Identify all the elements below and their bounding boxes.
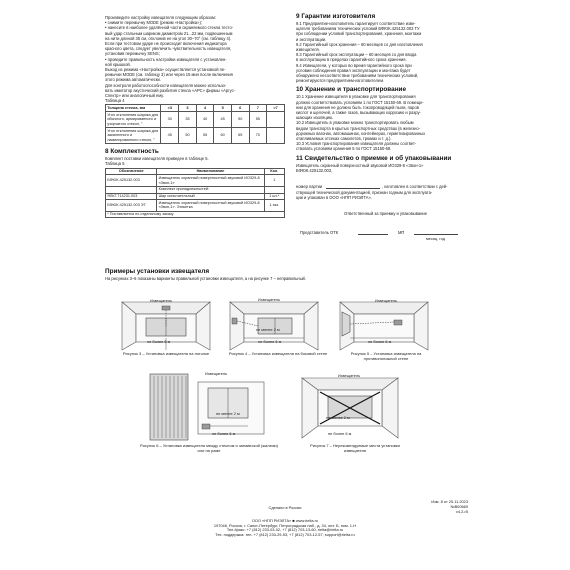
storage-line: 10.2 Извещатель в упаковке можно транспортировать любым bbox=[296, 120, 414, 126]
storage-line: 10.1 Хранение извещателя в упаковке для транспортирования bbox=[296, 94, 416, 100]
made-line: ции и упакован в ООО «НПП РИЭЛТА». bbox=[296, 195, 372, 201]
table4-cell bbox=[267, 112, 285, 128]
table4-row-label: Угол отклонения шарика для обычного, армированного и узорчатого стекол, ° bbox=[106, 112, 161, 128]
intro-line: Выход из режима «Настройка» осуществляется установкой пе- bbox=[105, 67, 226, 73]
footer-support: Тех. поддержка: тел. +7 (812) 233-29-53, +7 (812) 703-12-57, support@rielta.ru bbox=[215, 532, 355, 538]
storage-line: 10.3 Условия транспортирования извещателя должны соответ- bbox=[296, 141, 417, 147]
fig7-distance1-label: не менее 2 м bbox=[326, 415, 350, 420]
examples-subtitle: На рисунках 3–6 показаны варианты правильной установки извещателя, а на рисунке 7 – неправильный. bbox=[105, 276, 306, 281]
table5-footnote: * Поставляется по отдельному заказу bbox=[106, 211, 285, 218]
table5-header: Кол. bbox=[264, 168, 284, 175]
acceptance-heading: 11 Свидетельство о приемке и об упаковывании bbox=[296, 154, 452, 162]
warranty-line: 9.2 Гарантийный срок хранения – 60 месяцев со дня изготовления bbox=[296, 41, 423, 47]
examples-section bbox=[105, 268, 485, 281]
table4-cell: 45 bbox=[214, 112, 232, 128]
intro-line: Если при тестовом ударе не происходит включения индикатора bbox=[105, 41, 227, 47]
intro-text bbox=[105, 15, 287, 103]
warranty-line: ремонтируются предприятием-изготовителем. bbox=[296, 78, 385, 84]
storage-line: шающих изоляцию. bbox=[296, 115, 334, 121]
intro-line: Для контроля работоспособности извещателя можно использо- bbox=[105, 82, 227, 88]
completeness-line: Комплект поставки извещателя приведен в таблице 5. bbox=[105, 156, 209, 162]
table-row bbox=[106, 193, 285, 200]
table-5 bbox=[105, 168, 285, 219]
storage-line: дорожных вагонах, автомашинах, контейнерах, герметизированных bbox=[296, 130, 426, 136]
revision-line: Изм. 8 от 25.11.2023 bbox=[431, 499, 468, 504]
warranty-text bbox=[296, 21, 474, 83]
table-4 bbox=[105, 104, 285, 144]
table5-name: Шар испытательный bbox=[157, 193, 264, 200]
intro-line: на нити длиной 35 см, отклонив ее на угол 30–70° (см. таблицу 4). bbox=[105, 35, 232, 41]
table4-cell: 35 bbox=[179, 112, 197, 128]
date-line bbox=[414, 234, 458, 235]
responsible-label: Ответственный за приемку и упаковывание bbox=[344, 211, 427, 217]
figure-6-drawing bbox=[148, 372, 268, 444]
completeness-text bbox=[105, 156, 287, 166]
table4-header-cell: 4 bbox=[196, 105, 214, 112]
warranty-line: обнаружено несоответствие требованиям технических условий, bbox=[296, 73, 419, 79]
fig4-distance2-label: не более 6 м bbox=[258, 339, 282, 344]
table-row bbox=[106, 200, 285, 211]
storage-line: отапливаемых отсеках самолетов, трюмах и т. д.). bbox=[296, 136, 392, 142]
table5-code bbox=[106, 186, 157, 193]
date-hint: месяц, год bbox=[426, 236, 445, 242]
fig6-detector-label: Извещатель bbox=[205, 371, 228, 376]
fig3-distance-label: не более 6 м bbox=[147, 339, 171, 344]
fig7-distance2-label: не более 6 м bbox=[328, 431, 352, 436]
table5-name: Извещатель охранный поверхностный звуковой ИО329-8 «Звон-1». Этикетка bbox=[157, 200, 264, 211]
made-line: ствующей технической документацией, признан годным для эксплуата- bbox=[296, 190, 433, 196]
intro-line: • снимите перемычку MODE (режим «Настройка»); bbox=[105, 20, 202, 26]
intro-line: Таблица 4 bbox=[105, 98, 125, 104]
serial-line bbox=[326, 188, 380, 189]
warranty-heading: 9 Гарантии изготовителя bbox=[296, 13, 376, 20]
table4-header-cell: 7 bbox=[249, 105, 267, 112]
intro-line: Спектр» или аналогичный ему. bbox=[105, 93, 164, 99]
left-column bbox=[105, 15, 287, 218]
table4-cell: 60 bbox=[214, 128, 232, 144]
intro-line: красного цвета, следует увеличить чувствительность извещателя, bbox=[105, 46, 232, 52]
table5-name: Извещатель охранный поверхностный звуковой ИО329-8 «Звон-1» bbox=[157, 175, 264, 186]
table4-header-cell: >7 bbox=[267, 105, 285, 112]
table5-code: ЯЛКГ.714231.003 bbox=[106, 193, 157, 200]
warranty-line: и эксплуатации. bbox=[296, 36, 327, 42]
intro-line: вать имитатор акустический разбития стекла «АРС» фирмы «Аргус- bbox=[105, 87, 236, 93]
table4-header-cell: <3 bbox=[161, 105, 179, 112]
table5-qty: 1 шт.* bbox=[264, 193, 284, 200]
acceptance-line: БФЮК.425132.003, bbox=[296, 167, 333, 173]
table-row bbox=[106, 128, 285, 144]
table4-cell: 65 bbox=[231, 128, 249, 144]
acceptance-text bbox=[296, 163, 474, 173]
table4-header-cell: 6 bbox=[231, 105, 249, 112]
acceptance-form bbox=[296, 183, 474, 241]
fig4-detector-label: Извещатель bbox=[258, 297, 281, 302]
fig6-distance1-label: не менее 2 м bbox=[216, 411, 240, 416]
fig4-distance1-label: не менее 2 м bbox=[256, 327, 280, 332]
table4-cell: 55 bbox=[249, 112, 267, 128]
intro-line: • проведите правильность настройки извещателя с установлен- bbox=[105, 56, 227, 62]
intro-line: этого режима автоматически. bbox=[105, 77, 161, 83]
acceptance-line: Извещатель охранный поверхностный звуковой ИО329-8 «Звон-1» bbox=[296, 162, 424, 168]
table4-cell: 40 bbox=[196, 112, 214, 128]
table5-header: Обозначение bbox=[106, 168, 157, 175]
signature-line bbox=[358, 234, 388, 235]
storage-line: ствовать условиям хранения 5 по ГОСТ 15150-69. bbox=[296, 146, 392, 152]
table-row bbox=[106, 175, 285, 186]
storage-heading: 10 Хранение и транспортирование bbox=[296, 86, 407, 94]
fig4-caption: Рисунок 4 – Установка извещателя на боковой стене bbox=[228, 351, 328, 356]
fig7-caption: Рисунок 7 – Нерекомендуемые места установки извещателя bbox=[310, 443, 400, 453]
fig5-caption: Рисунок 5 – Установка извещателя на противоположной стене bbox=[350, 351, 422, 361]
table5-code: БФЮК.425132.003 bbox=[106, 175, 157, 186]
table4-cell: 70 bbox=[249, 128, 267, 144]
warranty-line: 9.4 Извещатели, у которых во время гарантийного срока при bbox=[296, 62, 412, 68]
fig3-caption: Рисунок 3 – Установка извещателя на потолке bbox=[122, 351, 210, 356]
fig5-distance-label: не более 6 м bbox=[368, 339, 392, 344]
intro-line: ной крышкой. bbox=[105, 61, 131, 67]
warranty-line: 9.1 Предприятие-изготовитель гарантирует соответствие изве- bbox=[296, 21, 416, 26]
fig6-distance2-label: не более 6 м bbox=[212, 431, 236, 436]
warranty-line: 9.3 Гарантийный срок эксплуатации – 60 месяцев со дня ввода bbox=[296, 52, 417, 58]
stamp-label: МП bbox=[398, 230, 405, 236]
warranty-line: щателя требованиям технических условий БФЮК.425132.003 ТУ bbox=[296, 26, 420, 32]
intro-line: Произведите настройку извещателя следующим образом: bbox=[105, 15, 216, 20]
right-column bbox=[296, 13, 474, 241]
completeness-heading: 8 Комплектность bbox=[105, 148, 159, 156]
footer-contacts bbox=[150, 519, 420, 538]
fig3-detector-label: Извещатель bbox=[150, 298, 173, 303]
table4-header-label: Толщина стекла, мм bbox=[106, 105, 161, 112]
storage-line: нии для хранения не должно быть токопроводящей пыли, паров bbox=[296, 104, 419, 110]
intro-line: ремычки MODE (см. таблицу 3) или через 15 мин после включения bbox=[105, 72, 233, 78]
otk-label: Представитель ОТК bbox=[300, 230, 339, 236]
footer-company: ООО «НПП РИЭЛТА» ■ www.rielta.ru bbox=[251, 518, 319, 523]
table5-qty: 1 bbox=[264, 175, 284, 186]
table4-cell: 50 bbox=[231, 112, 249, 128]
table5-name: Комплект принадлежностей: bbox=[157, 186, 264, 193]
table4-cell: 55 bbox=[196, 128, 214, 144]
intro-line: установив перемычку SENS; bbox=[105, 51, 160, 57]
storage-text bbox=[296, 94, 474, 151]
table5-qty: 1 экз. bbox=[264, 200, 284, 211]
table4-cell: 30 bbox=[161, 112, 179, 128]
serial-label: номер партии bbox=[296, 184, 323, 190]
table4-header-cell: 5 bbox=[214, 105, 232, 112]
intro-line: • нанесите в наиболее удалённой части охраняемого стекла тесто- bbox=[105, 25, 234, 31]
table4-row-label: Угол отклонения шарика для закаленного и ламинированного стекол, ° bbox=[106, 128, 161, 144]
table5-header: Наименование bbox=[157, 168, 264, 175]
table-row bbox=[106, 211, 285, 218]
revision-line: №B00669 bbox=[450, 503, 468, 509]
intro-line: вый удар стальным шариком диаметром 21...22 мм, подвешенным bbox=[105, 30, 233, 36]
storage-line: кислот и щелочей, а также газов, вызывающих коррозию и разру- bbox=[296, 110, 421, 116]
warranty-line: при соблюдении условий транспортирования, хранения, монтажа bbox=[296, 31, 422, 37]
completeness-line: Таблица 5 bbox=[105, 161, 125, 167]
storage-line: видом транспорта в крытых транспортных средствах (в железно- bbox=[296, 125, 421, 131]
table4-cell: 50 bbox=[179, 128, 197, 144]
footer-address: 197046, Россия, г. Санкт-Петербург, Петроградская наб., д. 34, лит. Б, пом. 1-Н bbox=[213, 522, 357, 528]
warranty-line: извещателя. bbox=[296, 47, 320, 53]
footer-phones: Тел./факс: +7 (812) 233-03-02, +7 (812) 703-13-60, rielta@rielta.ru bbox=[226, 527, 344, 533]
table4-header-cell: 3 bbox=[179, 105, 197, 112]
revision-line: v4.2-r5 bbox=[455, 508, 468, 514]
fig5-detector-label: Извещатель bbox=[375, 298, 398, 303]
table4-cell bbox=[267, 128, 285, 144]
warranty-line: условии соблюдения правил эксплуатации и монтажа будет bbox=[296, 67, 411, 73]
made-lines bbox=[296, 190, 432, 200]
fig6-caption: Рисунок 6 – Установка извещателя между стеклом и занавеской (жалюзи) или на раме bbox=[140, 443, 278, 453]
fig7-detector-label: Извещатель bbox=[338, 373, 361, 378]
made-text: , изготовлен в соответствии с дей- bbox=[382, 184, 448, 190]
made-in: Сделано в России bbox=[268, 505, 302, 510]
examples-heading: Примеры установки извещателя bbox=[105, 268, 210, 275]
table-row bbox=[106, 186, 285, 193]
table5-qty bbox=[264, 186, 284, 193]
table-row bbox=[106, 112, 285, 128]
table4-cell: 45 bbox=[161, 128, 179, 144]
table5-code: БФЮК.425132.003 ЭТ bbox=[106, 200, 157, 211]
storage-line: должно соответствовать условиям 1 по ГОСТ 15150-69. В помеще- bbox=[296, 99, 424, 105]
warranty-line: в эксплуатацию в пределах гарантийного срока хранения. bbox=[296, 57, 407, 63]
